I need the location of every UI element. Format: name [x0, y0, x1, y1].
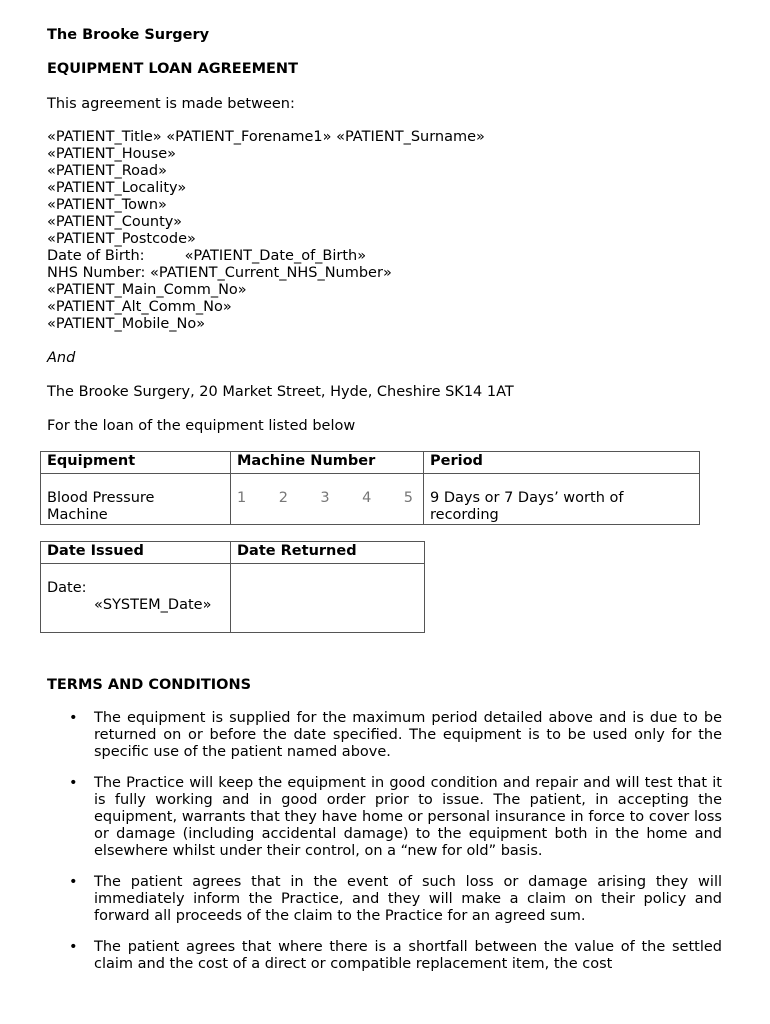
period-line-2: recording	[430, 507, 499, 523]
equipment-cell	[41, 474, 231, 525]
machine-number-option[interactable]: 5	[403, 490, 413, 506]
and-text: And	[47, 350, 76, 366]
patient-locality-line: «PATIENT_Locality»	[47, 180, 187, 196]
bullet-icon: •	[69, 775, 78, 791]
date-issued-cell	[41, 564, 231, 633]
bullet-icon: •	[69, 874, 78, 890]
header-date-returned: Date Returned	[231, 542, 425, 564]
machine-number-options	[231, 474, 423, 507]
terms-item-text: The patient agrees that in the event of such loss or damage arising they will immediately inform the Practice, and they will make a claim on their policy and forward all proceeds of the claim to the Practice for an agreed sum.	[94, 874, 722, 924]
equipment-table	[40, 451, 700, 525]
dob-value: «PATIENT_Date_of_Birth»	[184, 248, 367, 264]
patient-house-line: «PATIENT_House»	[47, 146, 177, 162]
nhs-number-line: NHS Number: «PATIENT_Current_NHS_Number»	[47, 265, 392, 281]
header-date-issued: Date Issued	[41, 542, 231, 564]
period-line-1: 9 Days or 7 Days’ worth of	[430, 490, 624, 506]
terms-item	[47, 939, 722, 973]
equipment-table-header	[41, 452, 700, 474]
terms-item	[47, 874, 722, 925]
machine-number-option[interactable]: 2	[278, 490, 288, 506]
date-value: «SYSTEM_Date»	[94, 597, 212, 613]
date-label: Date:	[47, 580, 87, 596]
machine-number-option[interactable]: 1	[237, 490, 247, 506]
machine-number-option[interactable]: 3	[320, 490, 330, 506]
dob-label: Date of Birth:	[47, 248, 145, 264]
period-cell	[424, 474, 700, 525]
equipment-line-2: Machine	[47, 507, 108, 523]
patient-details	[47, 129, 485, 333]
dob-line	[47, 248, 485, 265]
equipment-line-1: Blood Pressure	[47, 490, 155, 506]
date-table	[40, 541, 425, 633]
patient-postcode-line: «PATIENT_Postcode»	[47, 231, 196, 247]
header-equipment: Equipment	[41, 452, 231, 474]
terms-item	[47, 775, 722, 860]
machine-number-cell	[231, 474, 424, 525]
terms-list	[47, 710, 722, 987]
date-row	[41, 564, 425, 633]
terms-item-text: The patient agrees that where there is a shortfall between the value of the settled claim and the cost of a direct or compatible replacement item, the cost	[94, 939, 722, 972]
mobile-line: «PATIENT_Mobile_No»	[47, 316, 206, 332]
bullet-icon: •	[69, 939, 78, 955]
date-returned-cell[interactable]	[231, 564, 425, 633]
practice-name: The Brooke Surgery	[47, 27, 210, 43]
main-comm-line: «PATIENT_Main_Comm_No»	[47, 282, 247, 298]
terms-item-text: The equipment is supplied for the maximum period detailed above and is due to be returned on or before the date specified. The equipment is to be used only for the specific use of the patient named above.	[94, 710, 722, 760]
intro-text: This agreement is made between:	[47, 96, 295, 112]
patient-road-line: «PATIENT_Road»	[47, 163, 167, 179]
header-machine-number: Machine Number	[231, 452, 424, 474]
date-table-header	[41, 542, 425, 564]
patient-name-line: «PATIENT_Title» «PATIENT_Forename1» «PATIENT_Surname»	[47, 129, 485, 145]
machine-number-option[interactable]: 4	[362, 490, 372, 506]
patient-town-line: «PATIENT_Town»	[47, 197, 167, 213]
document-title: EQUIPMENT LOAN AGREEMENT	[47, 61, 298, 77]
loan-intro: For the loan of the equipment listed below	[47, 418, 356, 434]
equipment-row	[41, 474, 700, 525]
bullet-icon: •	[69, 710, 78, 726]
alt-comm-line: «PATIENT_Alt_Comm_No»	[47, 299, 232, 315]
terms-heading: TERMS AND CONDITIONS	[47, 677, 252, 693]
patient-county-line: «PATIENT_County»	[47, 214, 182, 230]
terms-item	[47, 710, 722, 761]
header-period: Period	[424, 452, 700, 474]
practice-address: The Brooke Surgery, 20 Market Street, Hyde, Cheshire SK14 1AT	[47, 384, 514, 400]
terms-item-text: The Practice will keep the equipment in good condition and repair and will test that it is fully working and in good order prior to issue. The patient, in accepting the equipment, warrants that they have home or personal insurance in force to cover loss or damage (including accidental damage) to the equipment both in the home and elsewhere whilst under their control, on a “new for old” basis.	[94, 775, 722, 859]
